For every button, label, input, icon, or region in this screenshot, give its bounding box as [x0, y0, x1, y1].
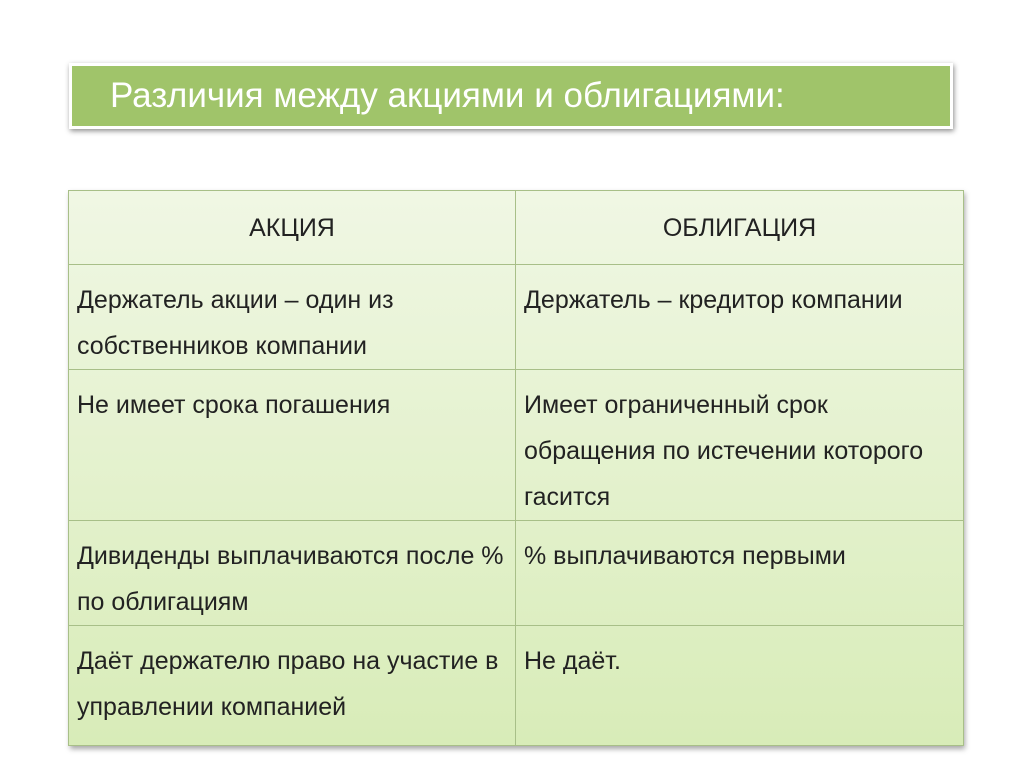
- table-row: [69, 265, 964, 370]
- table-row: [69, 521, 964, 626]
- cell-bond-holder: Держатель – кредитор компании: [516, 265, 964, 370]
- title-banner: [69, 63, 953, 129]
- table-header-row: [69, 191, 964, 265]
- cell-bond-term: Имеет ограниченный срок обращения по истечении которого гасится: [516, 370, 964, 521]
- header-stock: АКЦИЯ: [69, 191, 516, 265]
- cell-bond-rights: Не даёт.: [516, 626, 964, 746]
- comparison-table-container: [68, 190, 963, 746]
- cell-stock-dividends: Дивиденды выплачиваются после % по облигациям: [69, 521, 516, 626]
- cell-stock-holder: Держатель акции – один из собственников компании: [69, 265, 516, 370]
- slide-title: Различия между акциями и облигациями:: [110, 76, 785, 115]
- comparison-table: [68, 190, 964, 746]
- table-row: [69, 626, 964, 746]
- cell-bond-interest: % выплачиваются первыми: [516, 521, 964, 626]
- cell-stock-rights: Даёт держателю право на участие в управлении компанией: [69, 626, 516, 746]
- table-row: [69, 370, 964, 521]
- cell-stock-term: Не имеет срока погашения: [69, 370, 516, 521]
- header-bond: ОБЛИГАЦИЯ: [516, 191, 964, 265]
